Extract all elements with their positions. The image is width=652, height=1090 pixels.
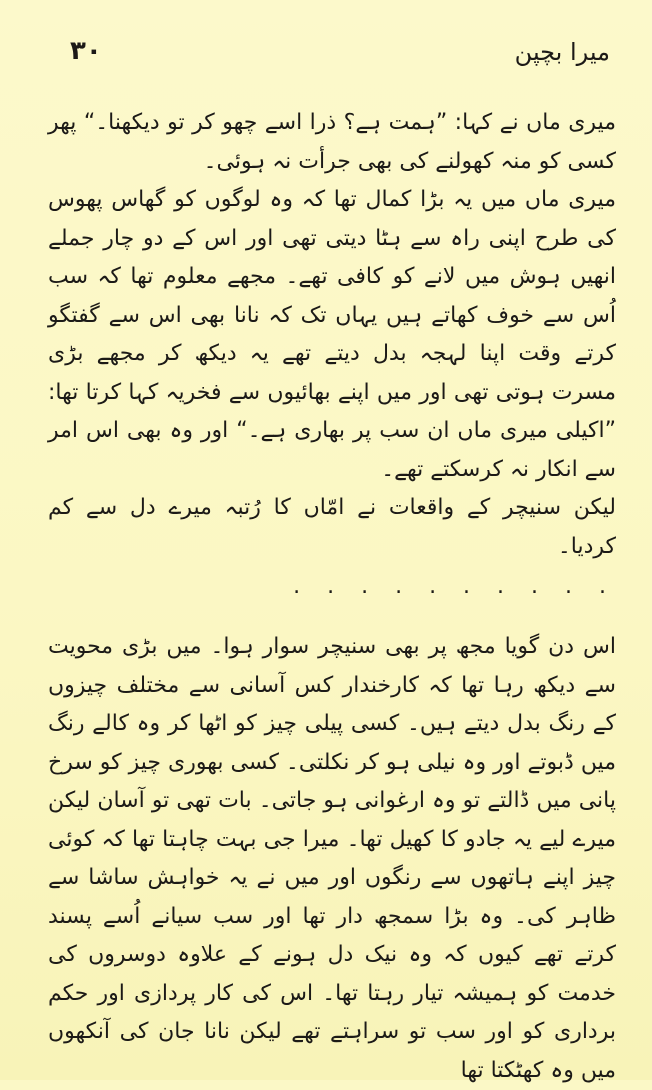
page-body — [48, 104, 616, 1090]
paragraph-3: لیکن سنیچر کے واقعات نے امّاں کا رُتبہ میرے دل سے کم کردیا۔ — [48, 495, 616, 559]
page-header — [70, 30, 610, 80]
paragraph-1: میری ماں نے کہا: ”ہمت ہے؟ ذرا اسے چھو کر تو دیکھنا۔“ پھر کسی کو منہ کھولنے کی بھی جرأت نہ ہوئی۔ — [48, 110, 616, 174]
section-break-dots: . . . . . . . . . . — [293, 574, 616, 599]
page-number: ٣٠ — [70, 36, 102, 66]
running-title: میرا بچپن — [514, 38, 610, 66]
paragraph-2: میری ماں میں یہ بڑا کمال تھا کہ وہ لوگوں کو گھاس پھوس کی طرح اپنی راہ سے ہٹا دیتی تھی اور اس کے دو چار جملے انھیں ہوش میں لانے کو کافی تھے۔ مجھے معلوم تھا کہ سب اُس سے خوف کھاتے ہیں یہاں تک کہ نانا بھی اس سے گفتگو کرتے وقت اپنا لہجہ بدل دیتے تھے یہ دیکھ کر مجھے بڑی مسرت ہوتی تھی اور میں اپنے بھائیوں سے فخریہ کہا کرتا تھا: ”اکیلی میری ماں ان سب پر بھاری ہے۔“ اور وہ بھی اس امر سے انکار نہ کرسکتے تھے۔ — [48, 187, 616, 482]
paragraph-4: اس دن گویا مجھ پر بھی سنیچر سوار ہوا۔ میں بڑی محویت سے دیکھ رہا تھا کہ کارخندار کس آسانی سے مختلف چیزوں کے رنگ بدل دیتے ہیں۔ کسی پیلی چیز کو اٹھا کر وہ کالے رنگ میں ڈبوتے اور وہ نیلی ہو کر نکلتی۔ کسی بھوری چیز کو سرخ پانی میں ڈالتے تو وہ ارغوانی ہو جاتی۔ بات تھی تو آسان لیکن میرے لیے یہ جادو کا کھیل تھا۔ میرا جی بہت چاہتا تھا کہ کوئی چیز اپنے ہاتھوں سے رنگوں اور میں نے یہ خواہش ساشا سے ظاہر کی۔ وہ بڑا سمجھ دار تھا اور سب سیانے اُسے پسند کرتے تھے کیوں کہ وہ نیک دل ہونے کے علاوہ دوسروں کی خدمت کو ہمیشہ تیار رہتا تھا۔ اس کی کار پردازی اور حکم برداری کو اور سب تو سراہتے تھے لیکن نانا جان کی آنکھوں میں وہ کھٹکتا تھا — [48, 634, 616, 1083]
